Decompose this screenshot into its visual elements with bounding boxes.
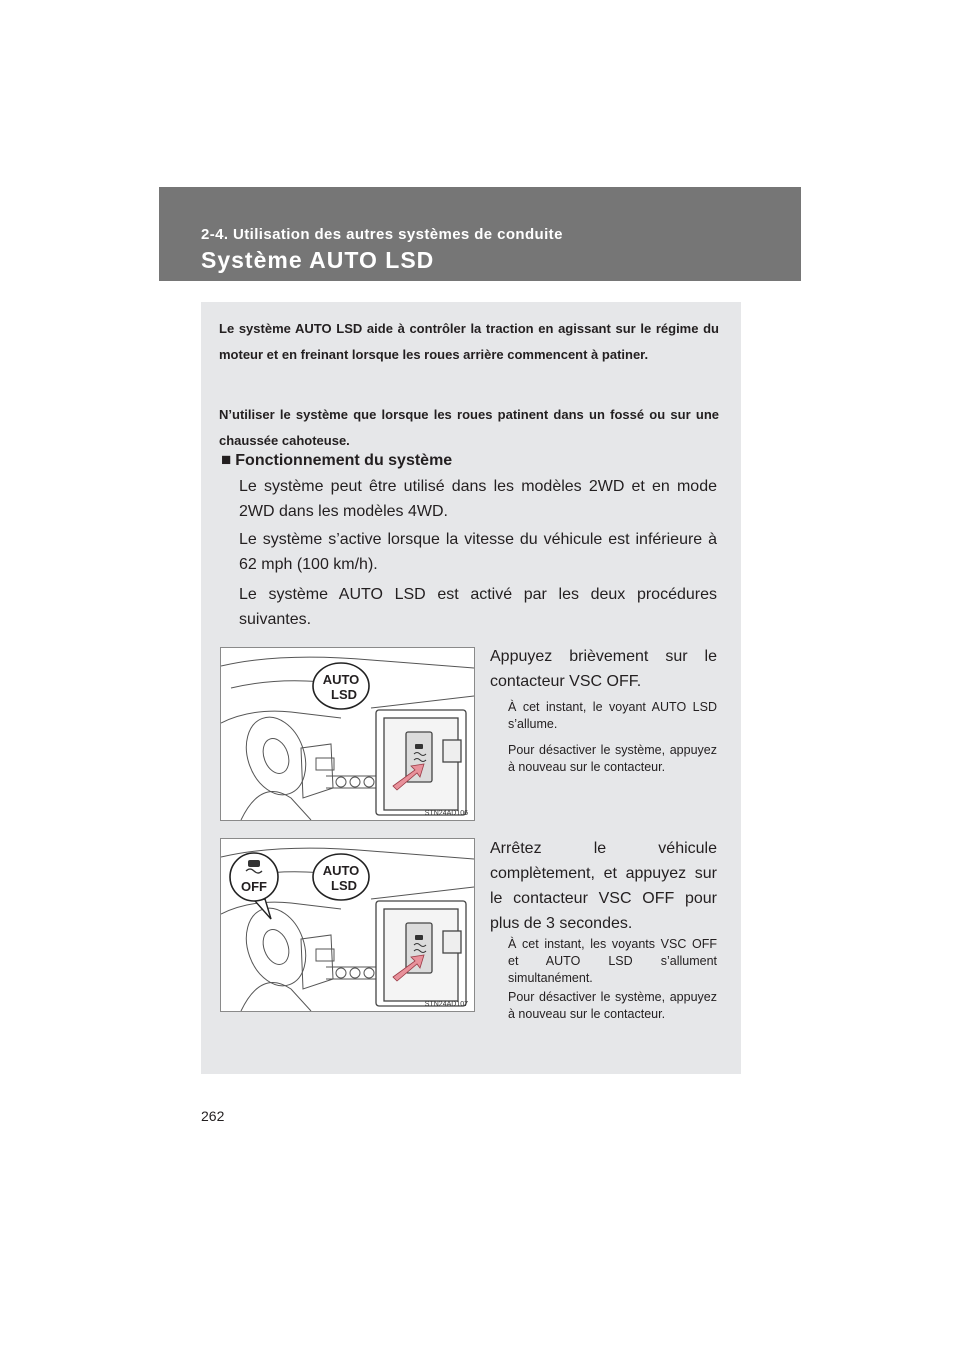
- intro-paragraph: Le système AUTO LSD aide à contrôler la traction en agissant sur le régime du moteur et en freinant lorsque les roues arrière commencent à patiner.: [219, 321, 719, 362]
- content-panel: [201, 302, 741, 1074]
- callout-line-off: OFF: [241, 879, 267, 894]
- step-note: À cet instant, le voyant AUTO LSD s’allume.: [508, 700, 717, 731]
- square-bullet-icon: ■: [221, 450, 232, 469]
- section-heading-text: Fonctionnement du système: [235, 452, 453, 469]
- step-note: Pour désactiver le système, appuyez à nouveau sur le contacteur.: [508, 990, 717, 1021]
- step-instruction: Appuyez brièvement sur le contacteur VSC OFF.: [490, 648, 717, 690]
- step-note: Pour désactiver le système, appuyez à nouveau sur le contacteur.: [508, 743, 717, 774]
- callout-line-auto: AUTO: [322, 672, 360, 687]
- section-label: 2-4. Utilisation des autres systèmes de conduite: [201, 226, 563, 243]
- dashboard-drawing: [221, 839, 474, 1011]
- dashboard-drawing: [221, 648, 474, 820]
- body-paragraph: Le système peut être utilisé dans les modèles 2WD et en mode 2WD dans les modèles 4WD.: [239, 478, 717, 520]
- chapter-header: [159, 187, 801, 281]
- figure-code: STN24AD107: [424, 1001, 468, 1008]
- page-title: Système AUTO LSD: [201, 247, 435, 273]
- page-number: 262: [201, 1108, 225, 1124]
- intro-paragraph: N’utiliser le système que lorsque les roues patinent dans un fossé ou sur une chaussée cahoteuse.: [219, 407, 719, 448]
- callout-line-lsd: LSD: [331, 878, 357, 893]
- body-paragraph: Le système AUTO LSD est activé par les deux procédures suivantes.: [239, 586, 717, 628]
- body-paragraph: Le système s’active lorsque la vitesse du véhicule est inférieure à 62 mph (100 km/h).: [239, 531, 717, 573]
- section-heading: [221, 448, 452, 473]
- callout-line-auto: AUTO: [322, 863, 360, 878]
- dashboard-illustration: [220, 838, 475, 1012]
- step-note: À cet instant, les voyants VSC OFF et AUTO LSD s’allument simultanément.: [508, 937, 717, 985]
- step-instruction: Arrêtez le véhicule complètement, et appuyez sur le contacteur VSC OFF pour plus de 3 secondes.: [490, 840, 717, 932]
- callout-line-lsd: LSD: [331, 687, 357, 702]
- figure-code: STN24AD106: [424, 810, 468, 817]
- dashboard-illustration: [220, 647, 475, 821]
